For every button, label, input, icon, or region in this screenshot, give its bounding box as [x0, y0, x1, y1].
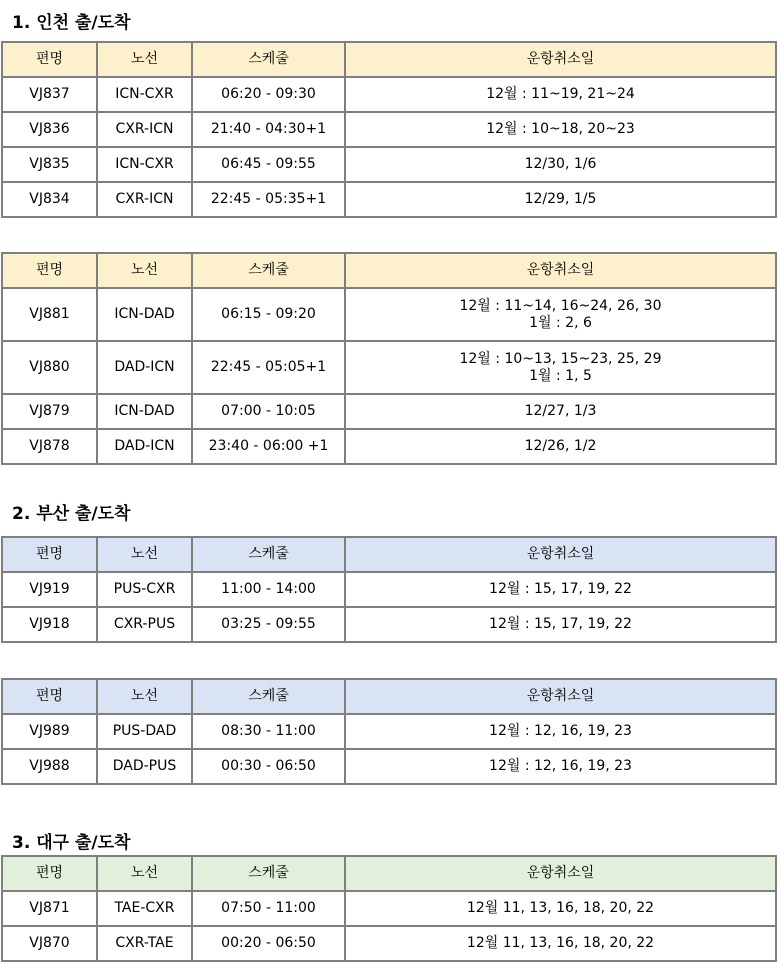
- cancel-dates-line: 1월 : 2, 6: [529, 314, 592, 331]
- table-row: [2, 429, 776, 464]
- schedule: 06:45 - 09:55: [192, 147, 345, 182]
- flight-number: VJ880: [2, 341, 97, 394]
- table-row: [2, 714, 776, 749]
- header-flight: 편명: [2, 537, 97, 572]
- route: PUS-DAD: [97, 714, 192, 749]
- route: ICN-CXR: [97, 147, 192, 182]
- cancel-dates: [345, 288, 776, 341]
- cancel-dates: 12월 : 15, 17, 19, 22: [345, 607, 776, 642]
- table-row: [2, 288, 776, 341]
- route: CXR-TAE: [97, 926, 192, 961]
- flight-number: VJ881: [2, 288, 97, 341]
- cancel-dates: 12월 11, 13, 16, 18, 20, 22: [345, 891, 776, 926]
- cancel-dates: 12월 11, 13, 16, 18, 20, 22: [345, 926, 776, 961]
- table-header-row: [2, 537, 776, 572]
- route: TAE-CXR: [97, 891, 192, 926]
- cancel-dates: [345, 341, 776, 394]
- schedule: 22:45 - 05:05+1: [192, 341, 345, 394]
- flight-number: VJ836: [2, 112, 97, 147]
- cancel-dates-line: 12월 : 11~14, 16~24, 26, 30: [459, 297, 662, 314]
- route: DAD-ICN: [97, 429, 192, 464]
- header-flight: 편명: [2, 856, 97, 891]
- schedule-table: [1, 678, 777, 785]
- schedule: 22:45 - 05:35+1: [192, 182, 345, 217]
- cancel-dates: 12월 : 11~19, 21~24: [345, 77, 776, 112]
- route: ICN-CXR: [97, 77, 192, 112]
- cancel-dates-line: 12월 : 10~13, 15~23, 25, 29: [459, 350, 662, 367]
- header-cancel-dates: 운항취소일: [345, 537, 776, 572]
- section-title-incheon: 1. 인천 출/도착: [12, 13, 131, 33]
- route: ICN-DAD: [97, 288, 192, 341]
- schedule: 23:40 - 06:00 +1: [192, 429, 345, 464]
- schedule-table: [1, 41, 777, 218]
- schedule: 06:20 - 09:30: [192, 77, 345, 112]
- table-row: [2, 926, 776, 961]
- section-title-busan: 2. 부산 출/도착: [12, 504, 131, 524]
- table-row: [2, 341, 776, 394]
- cancel-dates: 12월 : 12, 16, 19, 23: [345, 714, 776, 749]
- schedule: 06:15 - 09:20: [192, 288, 345, 341]
- table-row: [2, 891, 776, 926]
- schedule: 11:00 - 14:00: [192, 572, 345, 607]
- route: PUS-CXR: [97, 572, 192, 607]
- route: ICN-DAD: [97, 394, 192, 429]
- flight-number: VJ835: [2, 147, 97, 182]
- table-header-row: [2, 679, 776, 714]
- header-flight: 편명: [2, 42, 97, 77]
- table-header-row: [2, 253, 776, 288]
- header-cancel-dates: 운항취소일: [345, 253, 776, 288]
- flight-number: VJ834: [2, 182, 97, 217]
- schedule-table: [1, 252, 777, 465]
- cancel-dates: 12/29, 1/5: [345, 182, 776, 217]
- schedule: 07:50 - 11:00: [192, 891, 345, 926]
- schedule: 00:20 - 06:50: [192, 926, 345, 961]
- flight-number: VJ918: [2, 607, 97, 642]
- route: DAD-PUS: [97, 749, 192, 784]
- flight-number: VJ837: [2, 77, 97, 112]
- section-title-daegu: 3. 대구 출/도착: [12, 833, 131, 853]
- header-schedule: 스케줄: [192, 253, 345, 288]
- flight-number: VJ870: [2, 926, 97, 961]
- table-row: [2, 182, 776, 217]
- table-header-row: [2, 42, 776, 77]
- route: CXR-PUS: [97, 607, 192, 642]
- route: CXR-ICN: [97, 112, 192, 147]
- header-route: 노선: [97, 537, 192, 572]
- header-schedule: 스케줄: [192, 679, 345, 714]
- header-cancel-dates: 운항취소일: [345, 42, 776, 77]
- route: CXR-ICN: [97, 182, 192, 217]
- cancel-dates: 12월 : 12, 16, 19, 23: [345, 749, 776, 784]
- schedule: 07:00 - 10:05: [192, 394, 345, 429]
- header-cancel-dates: 운항취소일: [345, 856, 776, 891]
- schedule-table: [1, 536, 777, 643]
- schedule: 03:25 - 09:55: [192, 607, 345, 642]
- table-row: [2, 607, 776, 642]
- schedule: 00:30 - 06:50: [192, 749, 345, 784]
- header-schedule: 스케줄: [192, 537, 345, 572]
- header-flight: 편명: [2, 253, 97, 288]
- route: DAD-ICN: [97, 341, 192, 394]
- cancel-dates: 12/26, 1/2: [345, 429, 776, 464]
- header-cancel-dates: 운항취소일: [345, 679, 776, 714]
- cancel-dates: 12월 : 15, 17, 19, 22: [345, 572, 776, 607]
- header-schedule: 스케줄: [192, 42, 345, 77]
- header-flight: 편명: [2, 679, 97, 714]
- header-schedule: 스케줄: [192, 856, 345, 891]
- table-row: [2, 77, 776, 112]
- table-header-row: [2, 856, 776, 891]
- table-row: [2, 112, 776, 147]
- table-row: [2, 147, 776, 182]
- cancel-dates: 12월 : 10~18, 20~23: [345, 112, 776, 147]
- flight-number: VJ871: [2, 891, 97, 926]
- schedule: 21:40 - 04:30+1: [192, 112, 345, 147]
- cancel-dates-line: 1월 : 1, 5: [529, 367, 592, 384]
- header-route: 노선: [97, 42, 192, 77]
- cancel-dates: 12/27, 1/3: [345, 394, 776, 429]
- table-row: [2, 749, 776, 784]
- flight-number: VJ879: [2, 394, 97, 429]
- cancel-dates: 12/30, 1/6: [345, 147, 776, 182]
- header-route: 노선: [97, 253, 192, 288]
- flight-number: VJ919: [2, 572, 97, 607]
- header-route: 노선: [97, 856, 192, 891]
- flight-number: VJ989: [2, 714, 97, 749]
- schedule-table: [1, 855, 777, 962]
- table-row: [2, 572, 776, 607]
- flight-number: VJ878: [2, 429, 97, 464]
- header-route: 노선: [97, 679, 192, 714]
- schedule: 08:30 - 11:00: [192, 714, 345, 749]
- flight-number: VJ988: [2, 749, 97, 784]
- table-row: [2, 394, 776, 429]
